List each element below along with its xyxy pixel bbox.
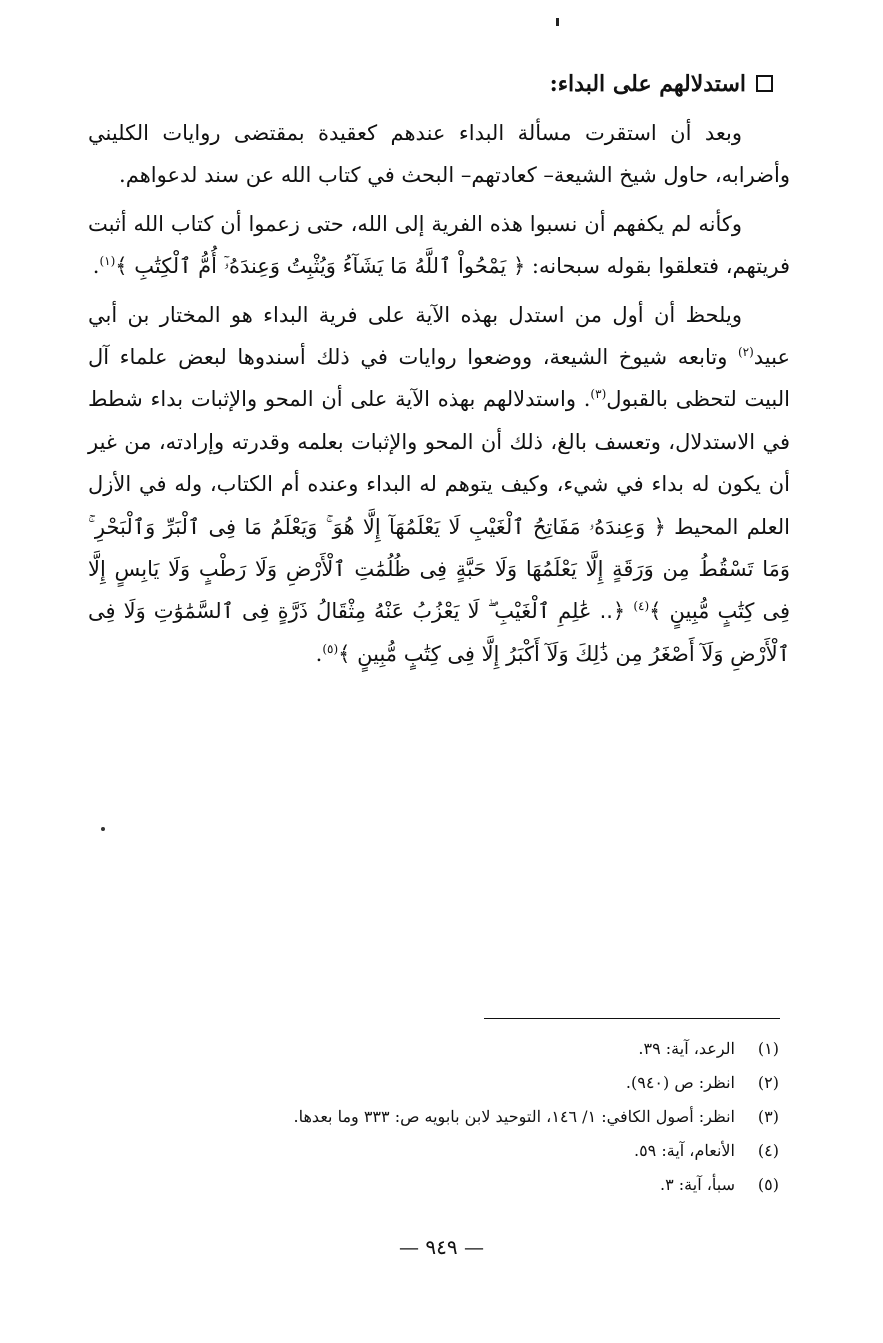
body-text [88,112,790,675]
paragraph-3-s3: . واستدلالهم بهذه الآية على أن المحو والإثبات بداء شطط في الاستدلال، وتعسف بالغ، ذلك أن المحو والإثبات بعلمه وقدرته وإرادته، من غير أن يكون له بداء في شيء، وكيف يتوهم له البداء وعنده أم الكتاب، وله في الأزل العلم المحيط [88,387,790,539]
footnote-2 [119,1066,779,1100]
footnote-text: سبأ، آية: ٣. [660,1175,735,1194]
paragraph-3-s2: وتابعه شيوخ الشيعة، ووضعوا روايات في ذلك أسندوها لبعض علماء آل البيت لتحظى بالقبول [88,345,790,412]
paragraph-3-s1: ويلحظ أن أول من استدل بهذه الآية على فرية البداء هو المختار بن أبي عبيد [88,302,790,370]
footnote-divider [484,1018,780,1019]
footnote-1 [119,1032,779,1066]
footnote-text: انظر: ص (٩٤٠). [625,1073,735,1092]
paragraph-1-text: وبعد أن استقرت مسألة البداء عندهم كعقيدة بمقتضى روايات الكليني وأضرابه، حاول شيخ الشيعة– كعادتهم– البحث في كتاب الله عن سند لدعواهم. [88,121,790,188]
paragraph-1 [88,112,790,197]
footnote-ref-3[interactable]: (٣) [590,387,607,402]
footnotes [119,1032,779,1202]
paragraph-2 [88,203,790,288]
footnote-ref-5[interactable]: (٥) [322,641,339,656]
footnote-4 [119,1134,779,1168]
footnote-number: (٢) [757,1073,779,1092]
footnote-ref-1[interactable]: (١) [99,254,116,269]
page-number: — ٩٤٩ — [399,1235,484,1259]
footnote-text: الرعد، آية: ٣٩. [638,1039,735,1058]
section-heading-text: استدلالهم على البداء: [549,71,746,97]
footnote-text: الأنعام، آية: ٥٩. [633,1141,735,1160]
checkbox-square-icon [756,75,773,92]
section-heading [373,64,773,104]
footnote-number: (٤) [757,1141,779,1160]
footnote-text: انظر: أصول الكافي: ١/ ١٤٦، التوحيد لابن بابويه ص: ٣٣٣ وما بعدها. [293,1107,735,1126]
footnote-number: (٣) [757,1107,779,1126]
footnote-ref-2[interactable]: (٢) [737,345,754,360]
paragraph-3 [88,294,790,676]
footnote-5 [119,1168,779,1202]
top-mark [556,18,559,26]
footnote-number: (١) [757,1039,779,1058]
paragraph-2-after: . [92,254,100,279]
paragraph-3-end: . [315,641,323,666]
stray-dot [101,827,105,831]
footnote-3 [119,1100,779,1134]
footnote-number: (٥) [757,1175,779,1194]
quran-quote-2: ﴿ وَعِندَهُۥ مَفَاتِحُ ٱلْغَيْبِ لَا يَعْلَمُهَآ إِلَّا هُوَ ۚ وَيَعْلَمُ مَا فِى ٱلْبَرِّ وَٱلْبَحْرِ ۚ وَمَا تَسْقُطُ مِن وَرَقَةٍ إِلَّا يَعْلَمُهَا وَلَا حَبَّةٍ فِى ظُلُمَٰتِ ٱلْأَرْضِ وَلَا رَطْبٍ وَلَا يَابِسٍ إِلَّا فِى كِتَٰبٍ مُّبِينٍ ﴾ [88,514,790,624]
quran-quote-1: ﴿ يَمْحُواْ ٱللَّهُ مَا يَشَآءُ وَيُثْبِتُ وَعِندَهُۥٓ أُمُّ ٱلْكِتَٰبِ ﴾ [115,254,526,279]
quran-quote-3: ﴿.. عَٰلِمِ ٱلْغَيْبِ ۖ لَا يَعْزُبُ عَنْهُ مِثْقَالُ ذَرَّةٍ فِى ٱلسَّمَٰوَٰتِ وَلَا فِى ٱلْأَرْضِ وَلَآ أَصْغَرُ مِن ذَٰلِكَ وَلَآ أَكْبَرُ إِلَّا فِى كِتَٰبٍ مُّبِينٍ ﴾ [88,599,790,666]
paragraph-2-before: وكأنه لم يكفهم أن نسبوا هذه الفرية إلى الله، حتى زعموا أن كتاب الله أثبت فريتهم، فتعلقوا بقوله سبحانه: [88,211,790,279]
footnote-ref-4[interactable]: (٤) [633,599,650,614]
